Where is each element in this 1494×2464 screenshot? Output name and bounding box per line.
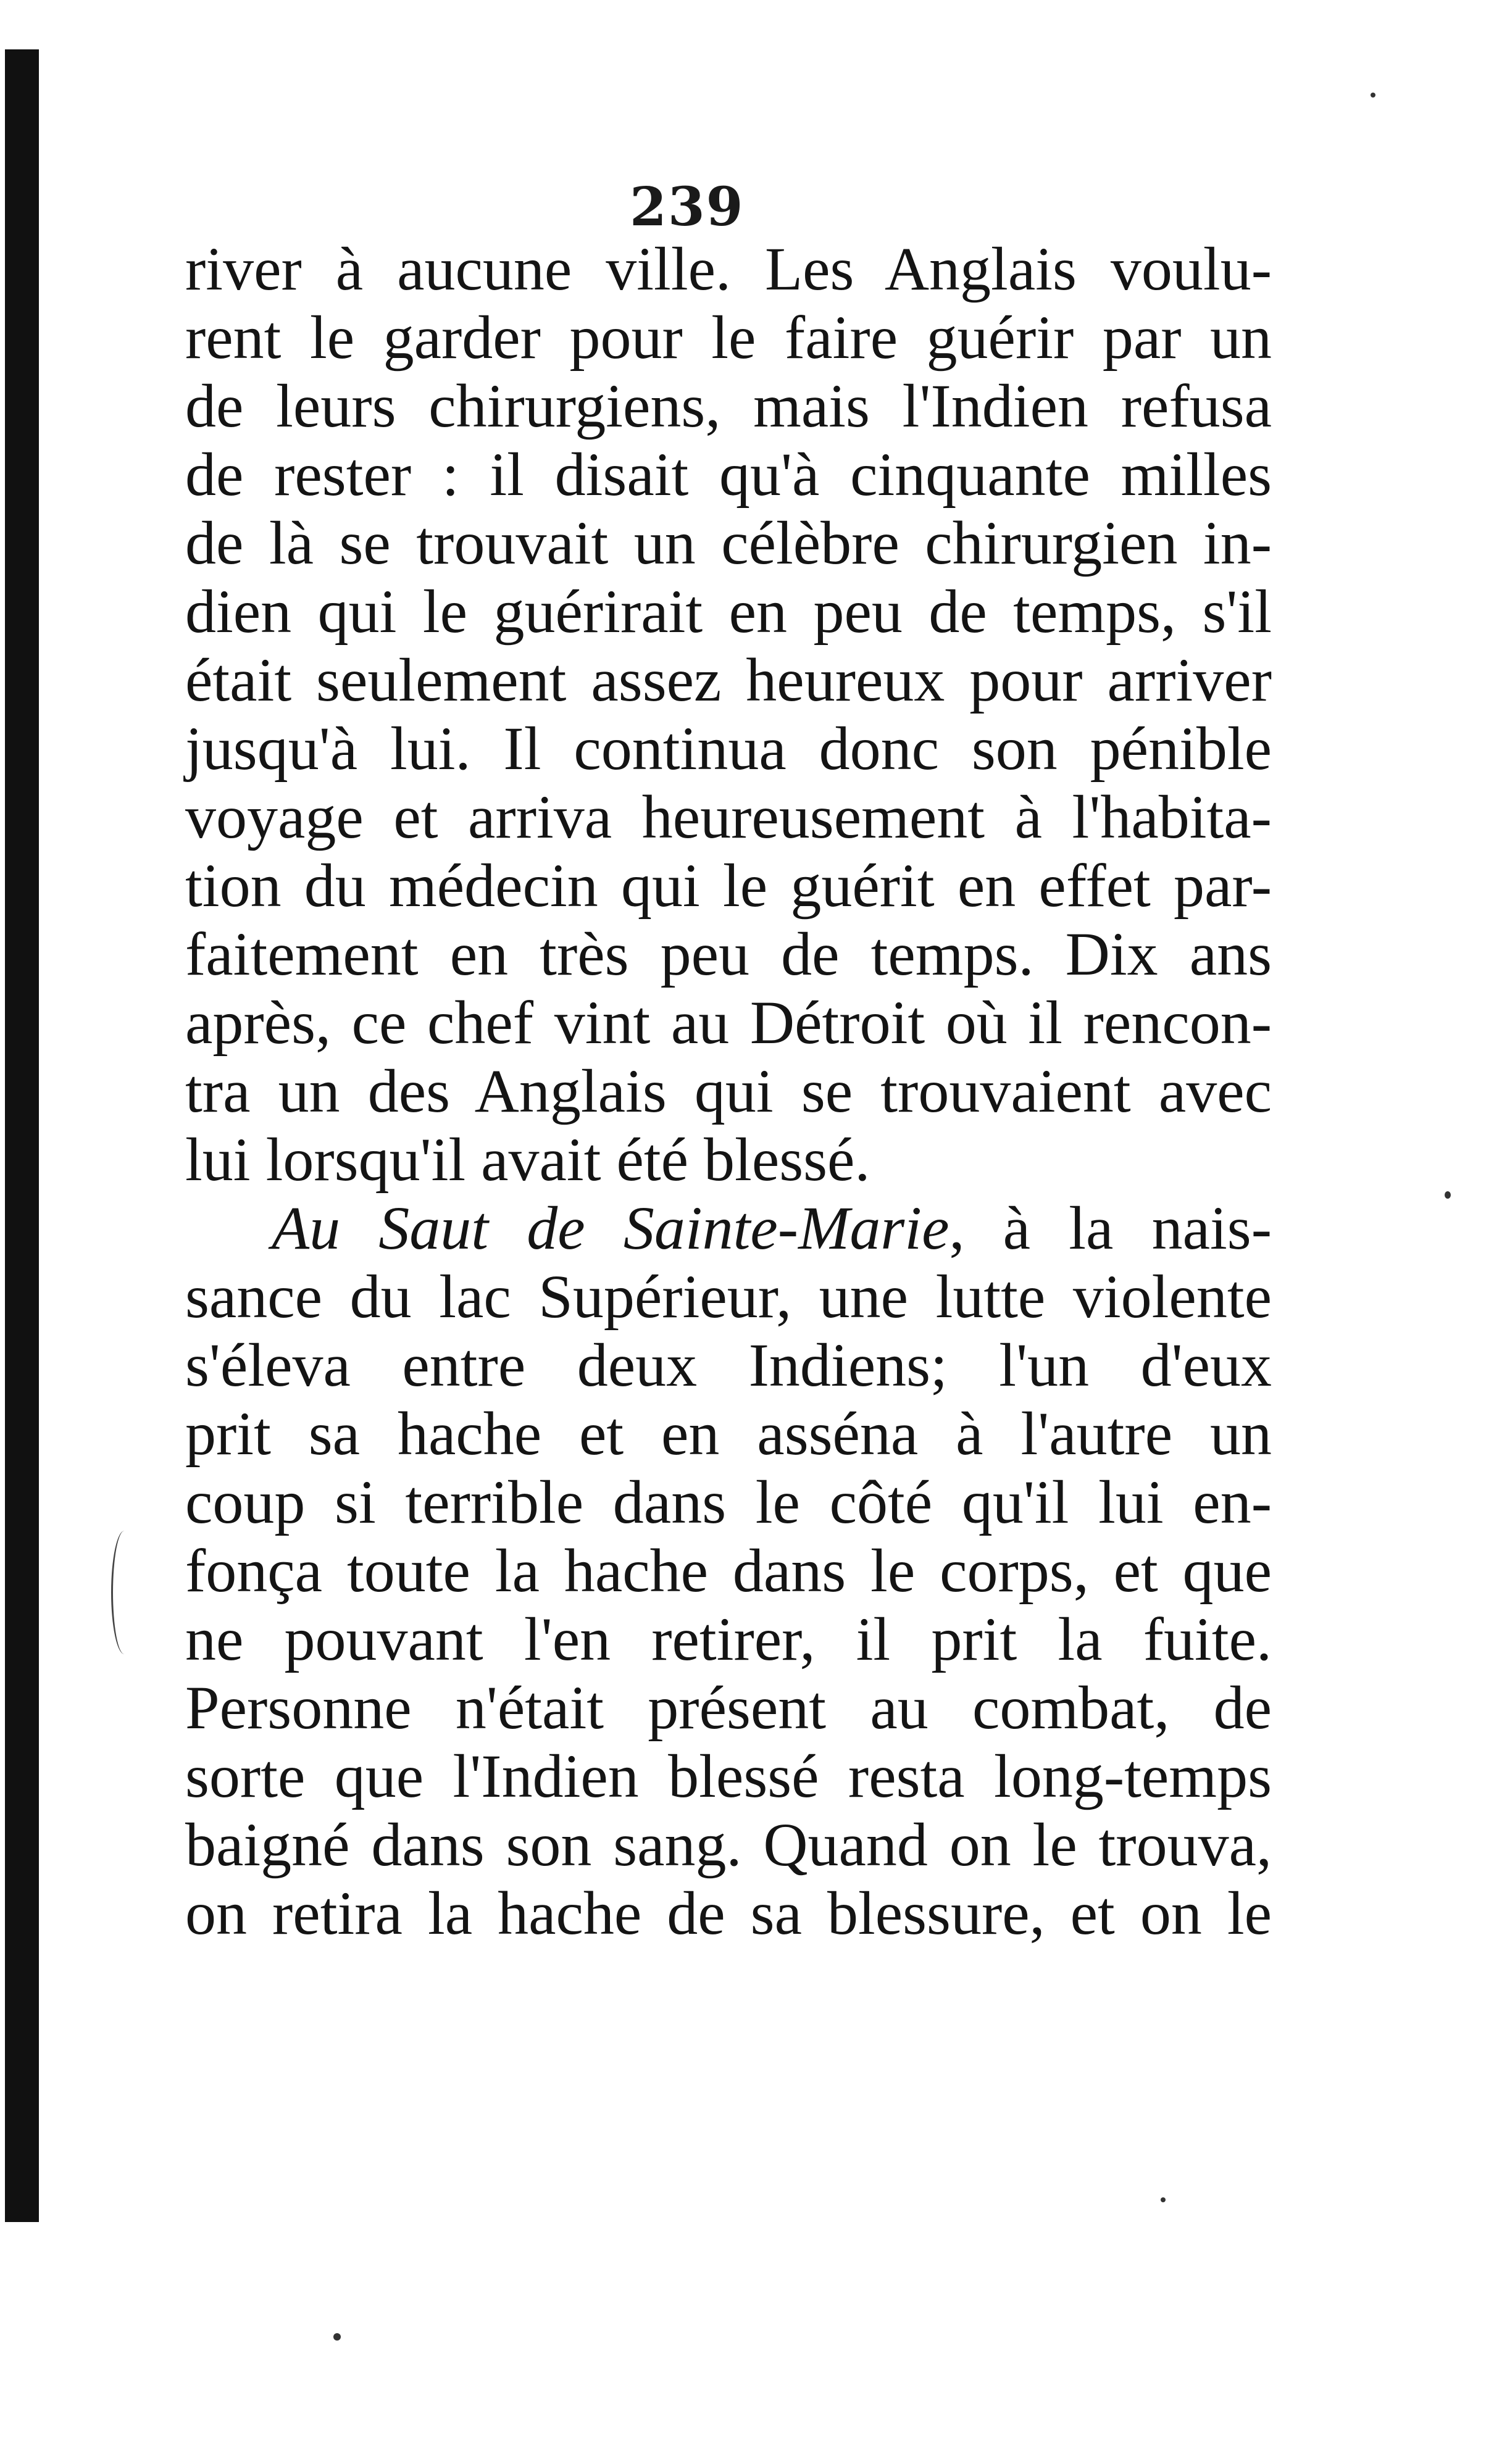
text-line: lui lorsqu'il avait été blessé. [185,1125,870,1194]
page-number: 239 [630,176,745,238]
text-line: était seulement assez heureux pour arriver [185,646,1272,714]
text-line: coup si terrible dans le côté qu'il lui en- [185,1468,1272,1536]
text-line: s'éleva entre deux Indiens; l'un d'eux [185,1331,1272,1399]
text-line: voyage et arriva heureusement à l'habita- [185,783,1272,851]
page-text [185,235,1272,1947]
text-line: jusqu'à lui. Il continua donc son pénible [185,714,1272,783]
text-line: faitement en très peu de temps. Dix ans [185,920,1272,988]
text-line: de rester : il disait qu'à cinquante milles [185,440,1272,509]
text-line: de là se trouvait un célèbre chirurgien in- [185,509,1272,577]
text-line: de leurs chirurgiens, mais l'Indien refusa [185,372,1272,440]
text-line: on retira la hache de sa blessure, et on le [185,1879,1272,1947]
ink-speck [1371,93,1375,98]
place-name-italic: Au Saut de Sainte-Marie [272,1194,949,1262]
text-line: sorte que l'Indien blessé resta long-temps [185,1742,1272,1810]
ink-speck [333,2333,341,2341]
text-line: Personne n'était présent au combat, de [185,1673,1272,1742]
text-line: fonça toute la hache dans le corps, et que [185,1536,1272,1605]
paragraph-opening-line [185,1194,1272,1262]
text-line: sance du lac Supérieur, une lutte violente [185,1262,1272,1331]
text-line: dien qui le guérirait en peu de temps, s'il [185,577,1272,646]
text-line: prit sa hache et en asséna à l'autre un [185,1399,1272,1468]
opening-line-rest: , à la nais- [949,1194,1272,1262]
page-binding-edge [5,49,39,2222]
text-line: après, ce chef vint au Détroit où il rencon- [185,988,1272,1057]
text-line: tion du médecin qui le guérit en effet par- [185,851,1272,920]
text-line: baigné dans son sang. Quand on le trouva, [185,1810,1272,1879]
text-line: tra un des Anglais qui se trouvaient avec [185,1057,1272,1125]
text-line: ne pouvant l'en retirer, il prit la fuite. [185,1605,1272,1673]
text-line: river à aucune ville. Les Anglais voulu- [185,235,1272,303]
ink-speck [1445,1191,1451,1199]
ink-speck [1161,2197,1166,2202]
text-line: rent le garder pour le faire guérir par un [185,303,1272,372]
margin-bracket-mark [111,1531,138,1654]
